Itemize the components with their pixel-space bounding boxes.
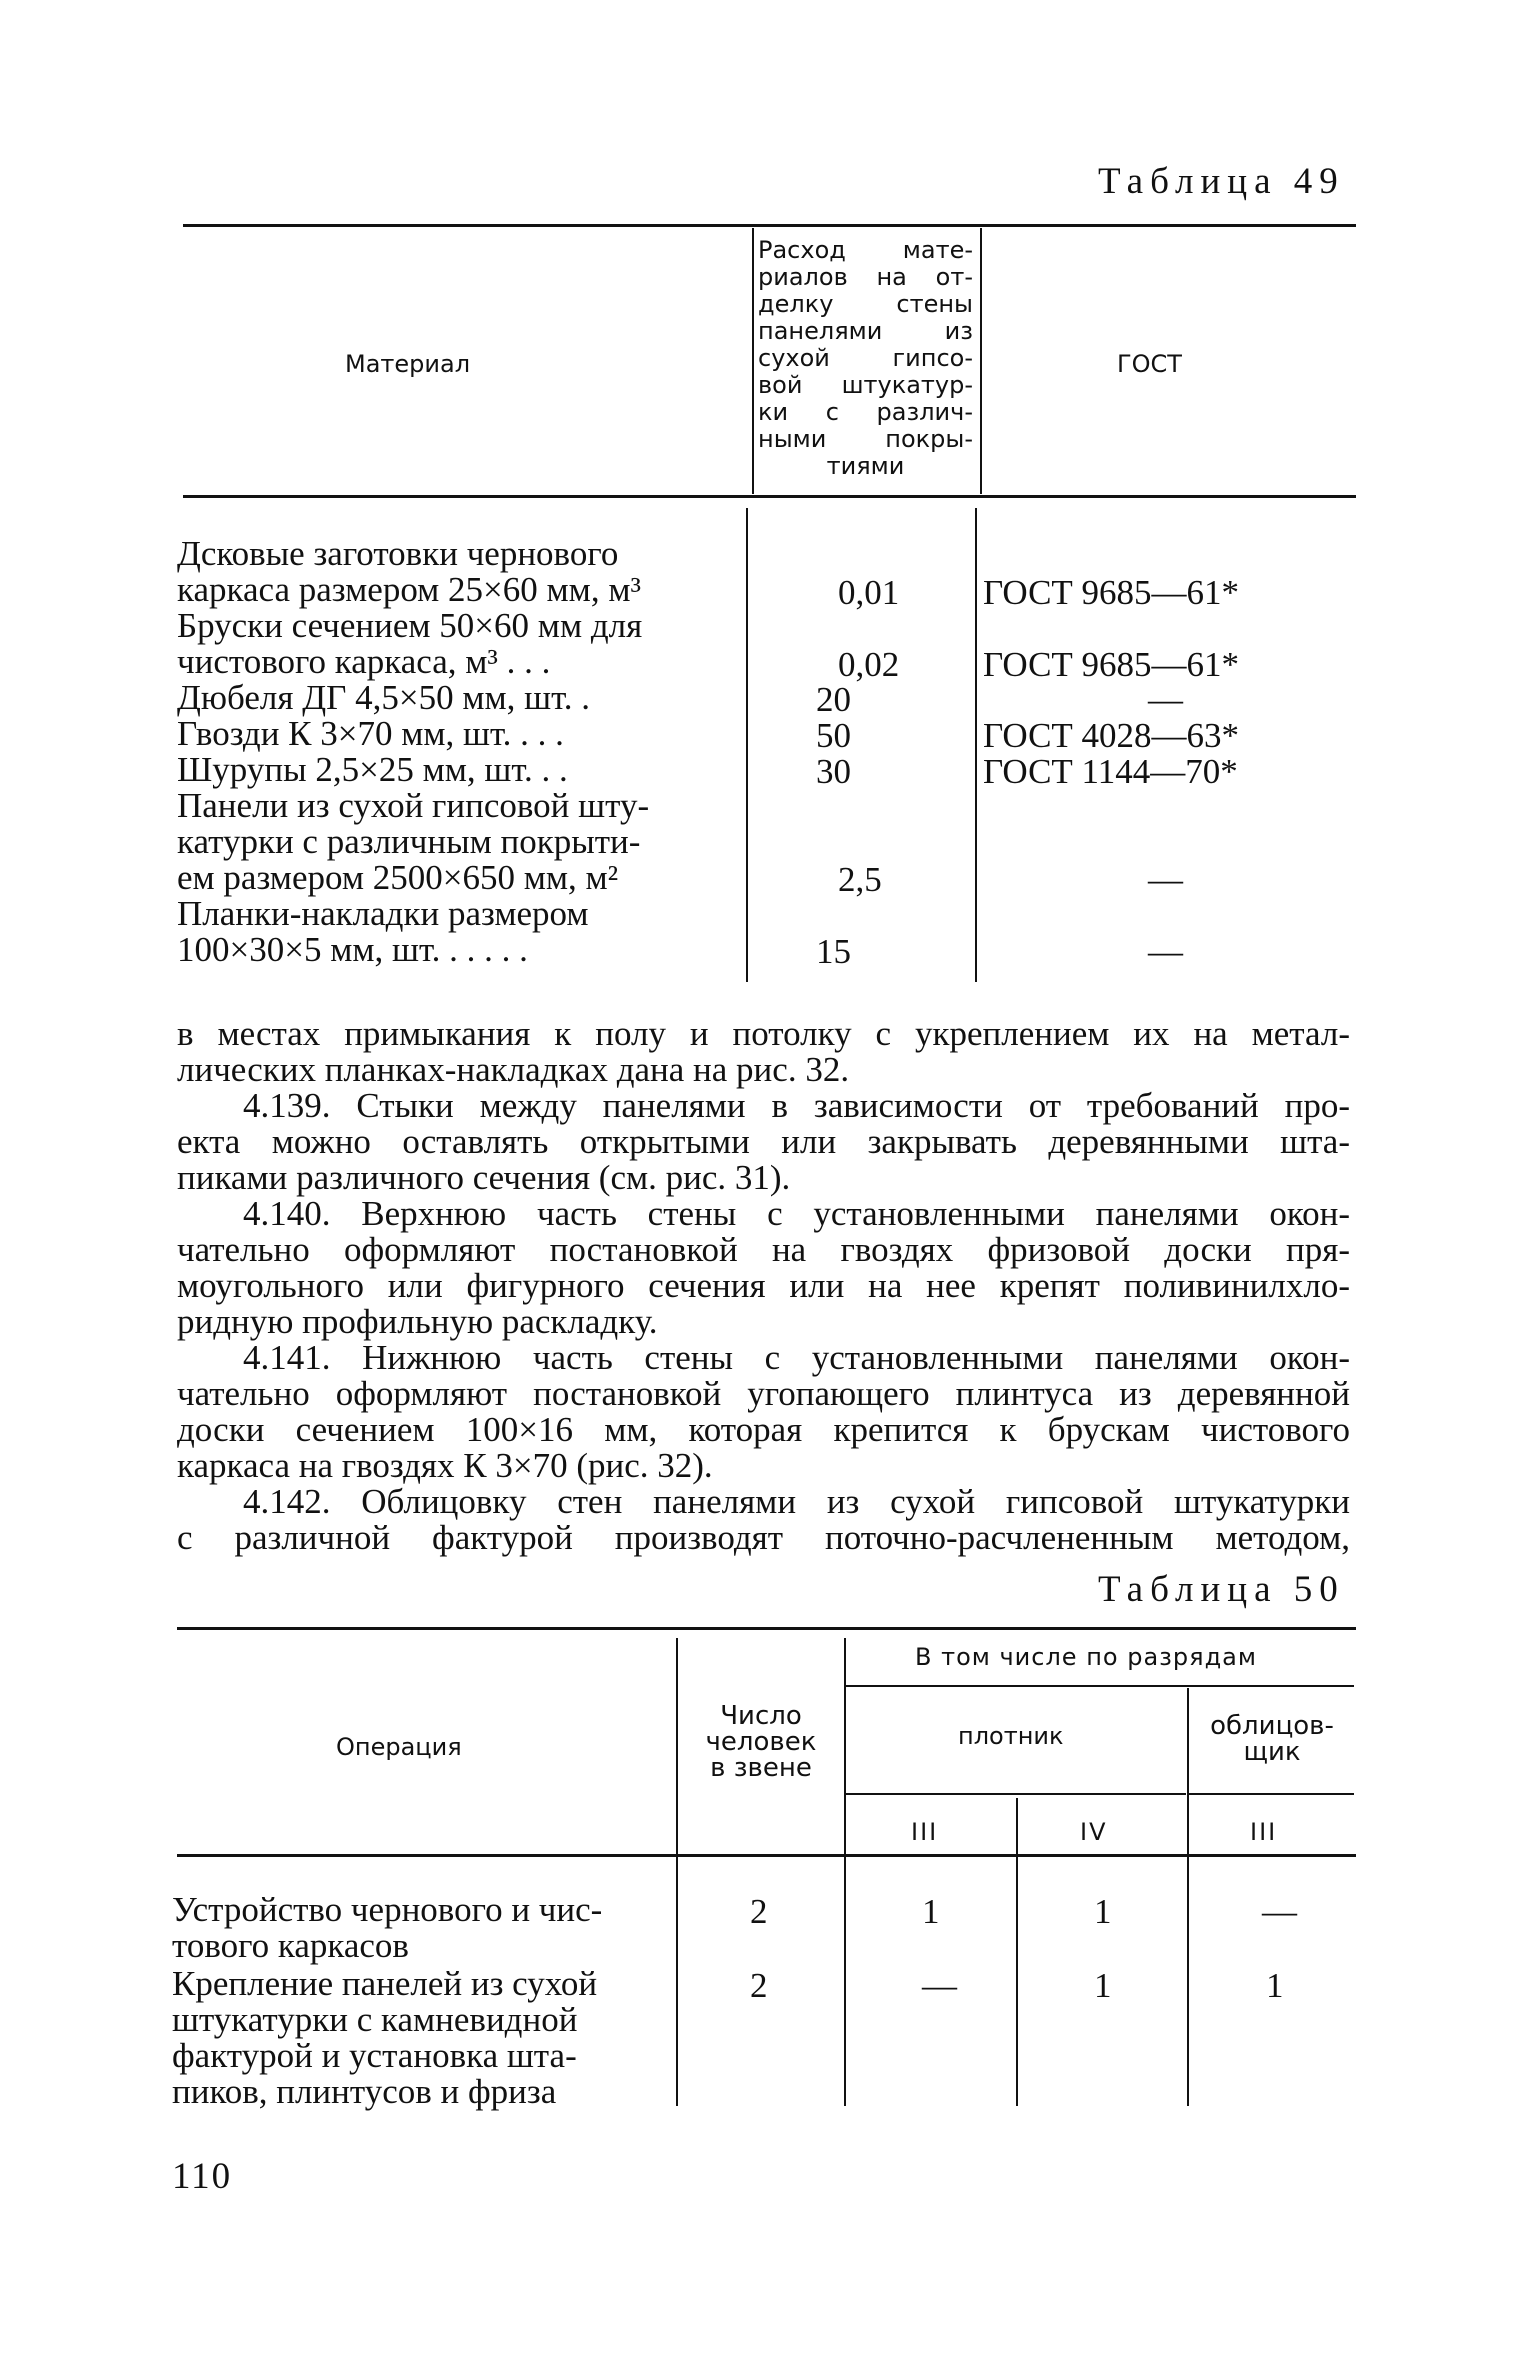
paragraph-line: пиками различного сечения (см. рис. 31). (177, 1158, 791, 1197)
table49-header-material: Материал (345, 350, 471, 378)
table49-gost: ГОСТ 1144—70* (983, 752, 1238, 791)
table49-gost: — (1148, 860, 1183, 899)
list-item: Шурупы 2,5×25 мм, шт. . . (177, 750, 568, 789)
table49-header-gost: ГОСТ (1117, 350, 1182, 378)
paragraph-line: чательно оформляют постановкой угопающего плинтуса из деревянной (177, 1374, 1350, 1413)
table50-subrule-1 (846, 1685, 1354, 1687)
list-item: Дюбеля ДГ 4,5×50 мм, шт. . (177, 678, 590, 717)
list-item: Гвозди К 3×70 мм, шт. . . . (177, 714, 564, 753)
paragraph-line: екта можно оставлять открытыми или закрывать деревянными шта- (177, 1122, 1350, 1161)
table49-value: 0,02 (838, 645, 900, 684)
document-page: Таблица 49 Материал Расход мате- риалов на от- делку стены панелями из сухой гипсо- вой штукатур- ки с различ- ными покры- тиями ГОСТ Дсковые заготовки чернового каркаса размером 25×60 мм, м³ Бруски сечением 50×60 мм для чистового каркаса, м³ . . . Дюбеля ДГ 4,5×50 мм, шт. . Гвозди К 3×70 мм, шт. . . . Шурупы 2,5×25 мм, шт. . . Панели из сухой гипсовой шту- катурки с различным покрыти- ем размером 2500×650 мм, м² Планки-накладки размером 100×30×5 мм, шт. . . . . . 0,01 0,02 20 50 30 2,5 15 ГОСТ 9685—61* ГОСТ 9685—61* — ГОСТ 4028—63* ГОСТ 1144—70* — — в местах примыкания к полу и потолку с укреплением их на метал- лических планках-накладках дана на рис. 32. 4.139. Стыки между панелями в зависимости от требований про- екта можно оставлять открытыми или закрывать деревянными шта- пиками различного сечения (см. рис. 31). 4.140. Верхнюю часть стены с установленными панелями окон- чательно оформляют постановкой на гвоздях фризовой доски пря- моугольного или фигурного сечения или на нее крепят поливинилхло- ридную профильную раскладку. 4.141. Нижнюю часть стены с установленными панелями окон- чательно оформляют постановкой угопающего плинтуса из деревянной доски сечением 100×16 мм, которая крепится к брускам чистового каркаса на гвоздях К 3×70 (рис. 32). 4.142. Облицовку стен панелями из сухой гипсовой штукатурки с различной фактурой производят поточно-расчлененным методом, Таблица 50 Операция Число человек в звене В том числе по разрядам плотник облицов- щик III IV III Устройство чернового и чис- тового каркасов 2 1 1 — Крепление панелей из сухой штукатурки с камневидной фактурой и установка шта- пиков, плинтусов и фриза 2 — 1 1 110 (0, 0, 1536, 2362)
table50-top-rule (177, 1627, 1356, 1630)
table49-top-rule (183, 224, 1356, 227)
paragraph-line: 4.142. Облицовку стен панелями из сухой гипсовой штукатурки (243, 1482, 1350, 1521)
table50-divider-2 (844, 1638, 846, 2106)
table50-header-crew: Число человек в звене (705, 1701, 817, 1783)
table49-body-divider-2 (975, 508, 977, 982)
table49-gost: — (1148, 932, 1183, 971)
table50-caption: Таблица 50 (1098, 1569, 1345, 1610)
table49-value: 20 (816, 680, 851, 719)
paragraph-line: с различной фактурой производят поточно-расчлененным методом, (177, 1518, 1350, 1557)
table50-header-facer: облицов- щик (1210, 1711, 1334, 1767)
table50-header-carpenter: плотник (958, 1722, 1064, 1750)
table50-divider-1 (676, 1638, 678, 2106)
table50-grade-carpenter-4: IV (1080, 1818, 1108, 1846)
table50-grade-facer-3: III (1250, 1818, 1278, 1846)
paragraph-line: 4.140. Верхнюю часть стены с установленными панелями окон- (243, 1194, 1350, 1233)
table49-value: 30 (816, 752, 851, 791)
paragraph-line: лических планках-накладках дана на рис. 32. (177, 1050, 850, 1089)
list-item: Бруски сечением 50×60 мм для (177, 606, 643, 645)
table50-divider-3 (1016, 1798, 1018, 2106)
table50-header-rule (177, 1854, 1356, 1857)
list-item: Дсковые заготовки чернового (177, 534, 619, 573)
table49-caption: Таблица 49 (1098, 161, 1345, 202)
table49-value: 2,5 (838, 860, 882, 899)
list-item: Планки-накладки размером (177, 894, 589, 933)
table50-grade-carpenter-3: III (911, 1818, 939, 1846)
table49-value: 0,01 (838, 573, 900, 612)
page-number: 110 (172, 2156, 233, 2197)
paragraph-line: 4.141. Нижнюю часть стены с установленными панелями окон- (243, 1338, 1350, 1377)
table49-gost: — (1148, 680, 1183, 719)
paragraph-line: доски сечением 100×16 мм, которая крепится к брускам чистового (177, 1410, 1350, 1449)
paragraph-line: чательно оформляют постановкой на гвоздях фризовой доски пря- (177, 1230, 1350, 1269)
table49-gost: ГОСТ 4028—63* (983, 716, 1240, 755)
paragraph-line: 4.139. Стыки между панелями в зависимости от требований про- (243, 1086, 1350, 1125)
table49-header-rule (183, 495, 1356, 498)
table50-subrule-3 (1189, 1793, 1354, 1795)
table49-value: 50 (816, 716, 851, 755)
table49-gost: ГОСТ 9685—61* (983, 645, 1240, 684)
paragraph-line: каркаса на гвоздях К 3×70 (рис. 32). (177, 1446, 713, 1485)
paragraph-line: ридную профильную раскладку. (177, 1302, 658, 1341)
paragraph-line: моугольного или фигурного сечения или на нее крепят поливинилхло- (177, 1266, 1350, 1305)
table50-divider-4 (1187, 1688, 1189, 2106)
list-item: ем размером 2500×650 мм, м² (177, 858, 619, 897)
table49-header-divider-2 (980, 228, 982, 494)
paragraph-line: в местах примыкания к полу и потолку с укреплением их на метал- (177, 1014, 1350, 1053)
table49-header-divider-1 (752, 228, 754, 494)
table49-gost: ГОСТ 9685—61* (983, 573, 1240, 612)
table49-body-divider-1 (746, 508, 748, 982)
list-item: катурки с различным покрыти- (177, 822, 641, 861)
table50-subrule-2 (846, 1793, 1186, 1795)
table50-header-by-grade: В том числе по разрядам (915, 1643, 1257, 1671)
table49-header-consumption: Расход мате- риалов на от- делку стены панелями из сухой гипсо- вой штукатур- ки с различ- ными покры- тиями (758, 236, 973, 480)
table49-value: 15 (816, 932, 851, 971)
list-item: каркаса размером 25×60 мм, м³ (177, 570, 641, 609)
table50-header-operation: Операция (336, 1733, 462, 1761)
list-item: Панели из сухой гипсовой шту- (177, 786, 650, 825)
list-item: 100×30×5 мм, шт. . . . . . (177, 930, 528, 969)
list-item: чистового каркаса, м³ . . . (177, 642, 551, 681)
